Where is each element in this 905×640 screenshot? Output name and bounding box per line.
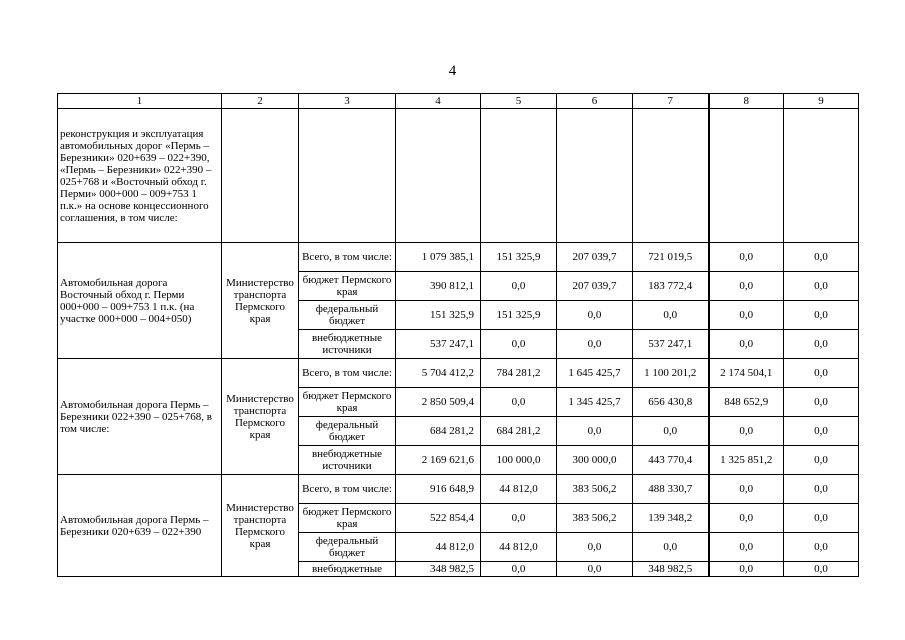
- responsible-executor: Министерство транспорта Пермского края: [222, 475, 299, 577]
- intro-empty-3: [299, 109, 396, 243]
- value-col-7: 721 019,5: [633, 243, 709, 272]
- value-col-4: 5 704 412,2: [396, 359, 481, 388]
- value-col-9: 0,0: [784, 475, 859, 504]
- funding-source: Всего, в том числе:: [299, 475, 396, 504]
- funding-source: федеральный бюджет: [299, 301, 396, 330]
- value-col-7: 656 430,8: [633, 388, 709, 417]
- value-col-9: 0,0: [784, 359, 859, 388]
- value-col-4: 684 281,2: [396, 417, 481, 446]
- intro-empty-5: [481, 109, 557, 243]
- value-col-7: 139 348,2: [633, 504, 709, 533]
- responsible-executor: Министерство транспорта Пермского края: [222, 243, 299, 359]
- value-col-9: 0,0: [784, 301, 859, 330]
- value-col-5: 684 281,2: [481, 417, 557, 446]
- funding-source: федеральный бюджет: [299, 417, 396, 446]
- value-col-9: 0,0: [784, 562, 859, 577]
- value-col-6: 383 506,2: [557, 475, 633, 504]
- page-number: 4: [448, 63, 457, 79]
- value-col-7: 537 247,1: [633, 330, 709, 359]
- header-col-9: 9: [784, 94, 859, 109]
- header-col-3: 3: [299, 94, 396, 109]
- value-col-9: 0,0: [784, 272, 859, 301]
- intro-name: реконструкция и эксплуатация автомобильных дорог «Пермь – Березники» 020+639 – 022+390, «Пермь – Березники» 022+390 – 025+768 и «Восточный обход г. Перми» 000+000 – 009+753 1 п.к.» на основе концессионного соглашения, в том числе:: [58, 109, 222, 243]
- value-col-8: 0,0: [709, 272, 784, 301]
- value-col-6: 1 645 425,7: [557, 359, 633, 388]
- intro-empty-7: [633, 109, 709, 243]
- table-row: [58, 359, 859, 388]
- value-col-4: 151 325,9: [396, 301, 481, 330]
- value-col-6: 0,0: [557, 417, 633, 446]
- value-col-6: 0,0: [557, 533, 633, 562]
- value-col-9: 0,0: [784, 533, 859, 562]
- header-col-8: 8: [709, 94, 784, 109]
- funding-source: внебюджетные: [299, 562, 396, 577]
- intro-empty-4: [396, 109, 481, 243]
- value-col-8: 0,0: [709, 504, 784, 533]
- road-name: Автомобильная дорога Пермь – Березники 022+390 – 025+768, в том числе:: [58, 359, 222, 475]
- header-col-4: 4: [396, 94, 481, 109]
- value-col-7: 348 982,5: [633, 562, 709, 577]
- value-col-5: 44 812,0: [481, 533, 557, 562]
- value-col-8: 1 325 851,2: [709, 446, 784, 475]
- value-col-5: 0,0: [481, 388, 557, 417]
- intro-row: [58, 109, 859, 243]
- intro-empty-2: [222, 109, 299, 243]
- funding-source: Всего, в том числе:: [299, 359, 396, 388]
- value-col-7: 488 330,7: [633, 475, 709, 504]
- value-col-8: 0,0: [709, 533, 784, 562]
- funding-source: бюджет Пермского края: [299, 504, 396, 533]
- header-col-7: 7: [633, 94, 709, 109]
- value-col-6: 300 000,0: [557, 446, 633, 475]
- value-col-7: 0,0: [633, 533, 709, 562]
- value-col-9: 0,0: [784, 330, 859, 359]
- value-col-5: 151 325,9: [481, 243, 557, 272]
- header-col-1: 1: [58, 94, 222, 109]
- value-col-7: 1 100 201,2: [633, 359, 709, 388]
- value-col-9: 0,0: [784, 417, 859, 446]
- value-col-7: 0,0: [633, 301, 709, 330]
- value-col-6: 207 039,7: [557, 272, 633, 301]
- value-col-4: 1 079 385,1: [396, 243, 481, 272]
- value-col-8: 2 174 504,1: [709, 359, 784, 388]
- value-col-8: 0,0: [709, 301, 784, 330]
- value-col-4: 2 850 509,4: [396, 388, 481, 417]
- funding-source: внебюджетные источники: [299, 330, 396, 359]
- value-col-5: 151 325,9: [481, 301, 557, 330]
- header-col-6: 6: [557, 94, 633, 109]
- value-col-5: 784 281,2: [481, 359, 557, 388]
- value-col-8: 0,0: [709, 330, 784, 359]
- value-col-7: 443 770,4: [633, 446, 709, 475]
- header-col-2: 2: [222, 94, 299, 109]
- budget-table: [57, 93, 859, 577]
- road-name: Автомобильная дорога Пермь – Березники 020+639 – 022+390: [58, 475, 222, 577]
- value-col-5: 0,0: [481, 504, 557, 533]
- value-col-6: 0,0: [557, 301, 633, 330]
- table-row: [58, 243, 859, 272]
- table-row: [58, 475, 859, 504]
- value-col-4: 522 854,4: [396, 504, 481, 533]
- value-col-6: 1 345 425,7: [557, 388, 633, 417]
- value-col-8: 0,0: [709, 475, 784, 504]
- value-col-5: 0,0: [481, 330, 557, 359]
- funding-source: внебюджетные источники: [299, 446, 396, 475]
- value-col-5: 0,0: [481, 272, 557, 301]
- value-col-9: 0,0: [784, 243, 859, 272]
- funding-source: Всего, в том числе:: [299, 243, 396, 272]
- value-col-5: 0,0: [481, 562, 557, 577]
- road-name: Автомобильная дорога Восточный обход г. Перми 000+000 – 009+753 1 п.к. (на участке 000+000 – 004+050): [58, 243, 222, 359]
- value-col-4: 348 982,5: [396, 562, 481, 577]
- value-col-4: 2 169 621,6: [396, 446, 481, 475]
- value-col-8: 848 652,9: [709, 388, 784, 417]
- value-col-9: 0,0: [784, 446, 859, 475]
- value-col-6: 0,0: [557, 330, 633, 359]
- intro-empty-8: [709, 109, 784, 243]
- intro-empty-6: [557, 109, 633, 243]
- value-col-9: 0,0: [784, 504, 859, 533]
- value-col-7: 183 772,4: [633, 272, 709, 301]
- header-row: [58, 94, 859, 109]
- value-col-5: 44 812,0: [481, 475, 557, 504]
- funding-source: бюджет Пермского края: [299, 272, 396, 301]
- responsible-executor: Министерство транспорта Пермского края: [222, 359, 299, 475]
- value-col-6: 207 039,7: [557, 243, 633, 272]
- value-col-8: 0,0: [709, 243, 784, 272]
- value-col-4: 916 648,9: [396, 475, 481, 504]
- funding-source: федеральный бюджет: [299, 533, 396, 562]
- value-col-6: 383 506,2: [557, 504, 633, 533]
- value-col-7: 0,0: [633, 417, 709, 446]
- value-col-5: 100 000,0: [481, 446, 557, 475]
- value-col-4: 537 247,1: [396, 330, 481, 359]
- value-col-6: 0,0: [557, 562, 633, 577]
- value-col-8: 0,0: [709, 562, 784, 577]
- value-col-4: 44 812,0: [396, 533, 481, 562]
- funding-source: бюджет Пермского края: [299, 388, 396, 417]
- intro-empty-9: [784, 109, 859, 243]
- value-col-8: 0,0: [709, 417, 784, 446]
- value-col-9: 0,0: [784, 388, 859, 417]
- value-col-4: 390 812,1: [396, 272, 481, 301]
- header-col-5: 5: [481, 94, 557, 109]
